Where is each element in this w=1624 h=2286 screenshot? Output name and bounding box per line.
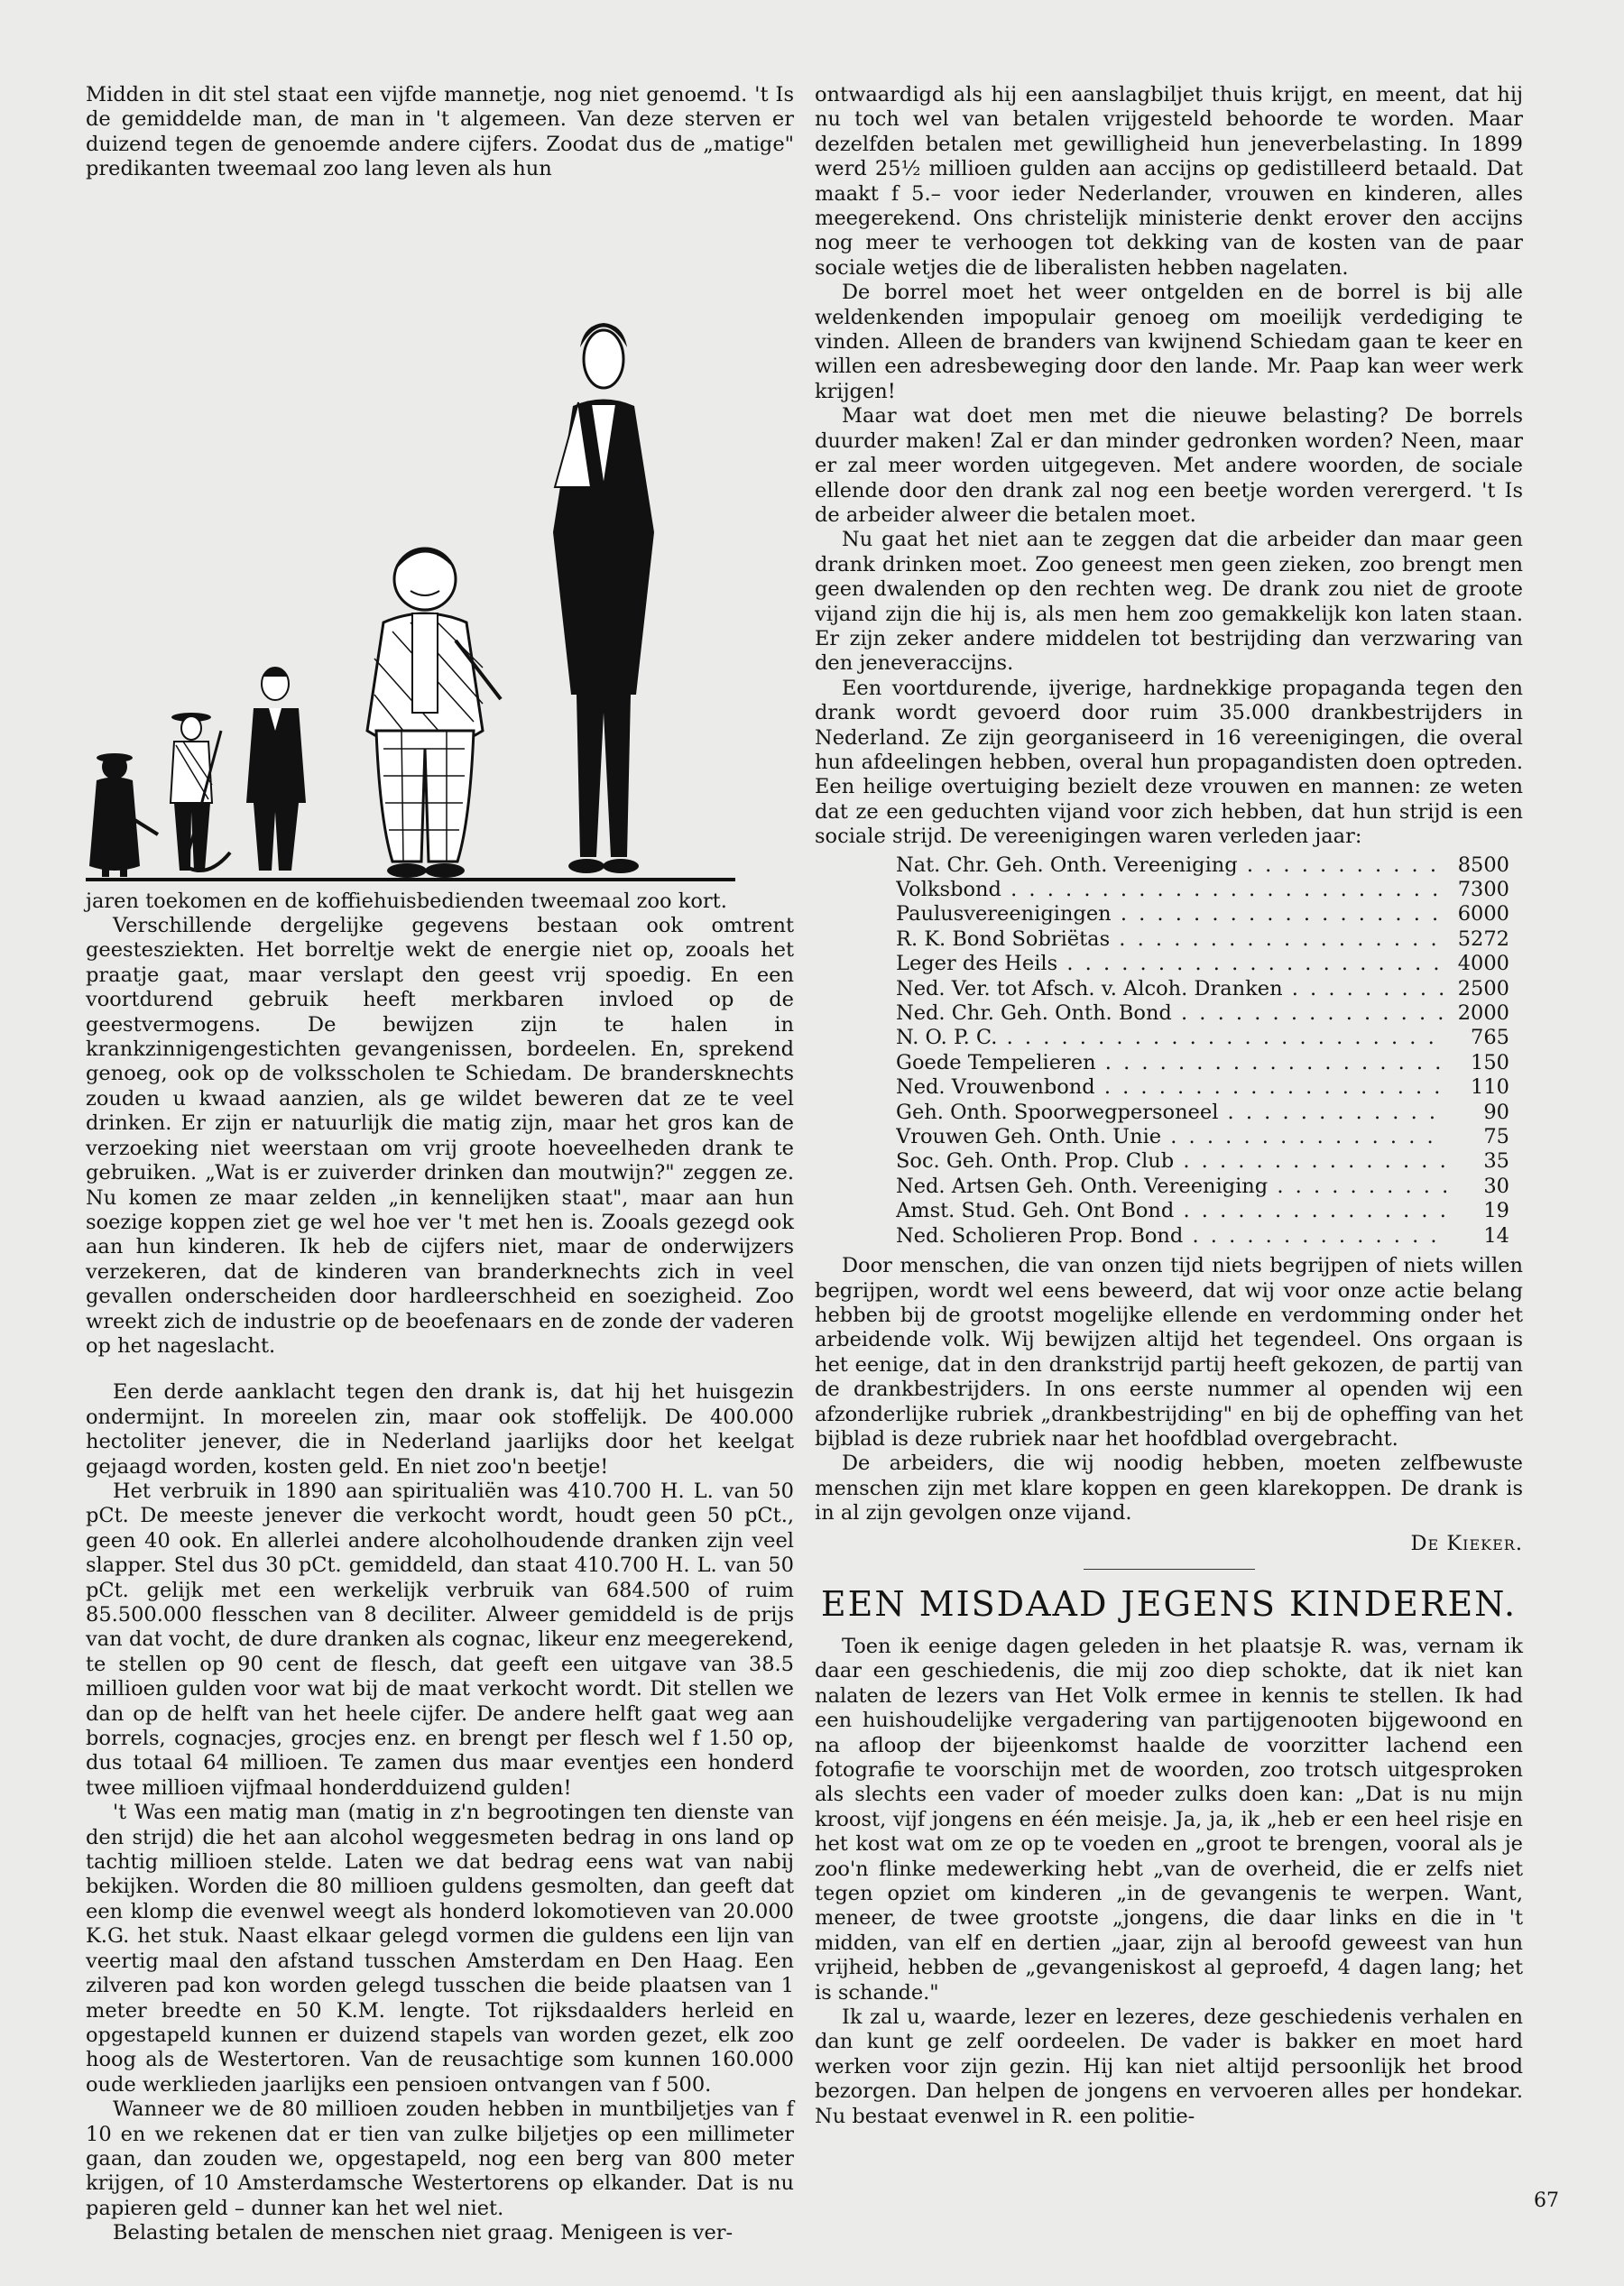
association-name: Ned. Chr. Geh. Onth. Bond . . . (896, 1001, 1446, 1026)
association-row (896, 1199, 1509, 1223)
paragraph: Belasting betalen de menschen niet graag. Menigeen is ver- (113, 2221, 734, 2245)
association-count: 6000 (1457, 902, 1509, 926)
illustration-five-men (86, 189, 794, 884)
association-row (896, 977, 1509, 1001)
association-count: 90 (1483, 1100, 1509, 1124)
paragraph: 't Was een matig man (matig in z'n begrootingen ten dienste van den strijd) die het aan alcohol weggesmeten bedrag in ons land op tachtig millioen stelde. Laten we dat bedrag eens wat van nabij bekijken. Worden die 80 millioen guldens gesmolten, dan geeft dat een klomp die evenwel weegt als honderd lokomotieven van 20.000 K.G. het stuk. Naast elkaar gelegd vormen die guldens een lijn van veertig maal den afstand tusschen Amsterdam en Den Haag. Een zilveren pad kon worden gelegd tusschen die beide plaatsen van 1 meter breedte en 50 K.M. lengte. Tot rijksdaalders herleid en opgestapeld kunnen er duizend stapels van worden gezet, elk zoo hoog als de Westertoren. Van de reusachtige som kunnen 160.000 oude werklieden jaarlijks een pensioen ontvangen van f 500. (86, 1801, 794, 2097)
paragraph: Een derde aanklacht tegen den drank is, dat hij het huisgezin ondermijnt. In moreelen zin, maar ook stoffelijk. De 400.000 hectoliter jenever, die in Nederland jaarlijks door het keelgat gejaagd worden, kosten geld. En niet zoo'n beetje! (86, 1380, 794, 1479)
association-row (896, 878, 1509, 902)
association-count: 5272 (1457, 926, 1509, 951)
association-row (896, 1075, 1509, 1100)
association-count: 30 (1483, 1174, 1509, 1198)
association-name: Paulusvereenigingen . . . (896, 902, 1446, 926)
paragraph: Maar wat doet men met die nieuwe belasting? De borrels duurder maken! Zal er dan minder gedronken worden? Neen, maar er zal meer worden uitgegeven. Met andere woorden, de sociale ellende door den drank zal nog een beetje worden verergerd. 't Is de arbeider alweer die betalen moet. (815, 404, 1523, 527)
association-name: Volksbond . . . (896, 878, 1446, 902)
association-name: Goede Tempelieren . . . (896, 1051, 1446, 1075)
association-name: Vrouwen Geh. Onth. Unie . . . (896, 1125, 1446, 1149)
illustration-drawing (86, 189, 794, 884)
association-count: 150 (1471, 1050, 1509, 1074)
association-row (896, 853, 1509, 878)
association-count: 14 (1483, 1223, 1509, 1248)
association-count: 19 (1483, 1199, 1509, 1223)
paragraph: Wanneer we de 80 millioen zouden hebben in muntbiljetjes van f 10 en we rekenen dat er tien van zulke biljetjes op een millimeter gaan, dan zouden we, opgestapeld, nog een berg van 800 meter krijgen, of 10 Amsterdamsche Westertorens op elkander. Dat is nu papieren geld – dunner kan het wel niet. (86, 2097, 794, 2220)
paragraph: Een voortdurende, ijverige, hardnekkige propaganda tegen den drank wordt gevoerd door ruim 35.000 drankbestrijders in Nederland. Ze zijn georganiseerd in 16 vereenigingen, die overal hun afdeelingen hebben, overal hun propagandisten doen optreden. Een heilige overtuiging bezielt deze vrouwen en mannen: ze weten dat ze een geduchten vijand voor zich hebben, dat hun strijd is een sociale strijd. De vereenigingen waren verleden jaar: (815, 676, 1523, 849)
paragraph: Het verbruik in 1890 aan spiritualiën was 410.700 H. L. van 50 pCt. De meeste jenever die verkocht wordt, houdt geen 50 pCt., geen 40 ook. En allerlei andere alcoholhoudende dranken zijn veel slapper. Stel dus 30 pCt. gemiddeld, dan staat 410.700 H. L. van 50 pCt. gelijk met een werkelijk verbruik van 684.500 of ruim 85.500.000 flesschen van 8 deciliter. Alweer gemiddeld is de prijs van dat vocht, de dure dranken als cognac, likeur enz meegerekend, te stellen op 90 cent de flesch, dat geeft een uitgave van 38.5 millioen gulden voor wat bij de maat verkocht wordt. Dit stellen we dan op de helft van het heele cijfer. De andere helft gaat weg aan borrels, cognacjes, grocjes enz. en brengt per flesch wel f 1.50 op, dus totaal 64 millioen. Te zamen dus maar eventjes een honderd twee millioen vijfmaal honderdduizend gulden! (86, 1479, 794, 1800)
association-count: 2500 (1457, 976, 1509, 1000)
figure-tall-man (553, 323, 654, 873)
association-name: Soc. Geh. Onth. Prop. Club . . . (896, 1149, 1446, 1174)
figure-fat-man-checked (367, 548, 501, 878)
association-count: 4000 (1457, 952, 1509, 976)
association-name: Ned. Scholieren Prop. Bond . . . (896, 1224, 1446, 1249)
paragraph: De arbeiders, die wij noodig hebben, moeten zelfbewuste menschen zijn met klare koppen en geen klarekoppen. De drank is in al zijn gevolgen onze vijand. (815, 1452, 1523, 1526)
paragraph: Verschillende dergelijke gegevens bestaan ook omtrent geestesziekten. Het borreltje wekt de energie niet op, zooals het praatje gaat, maar verslapt den geest vrij spoedig. En een voortdurend gebruik heeft merkbaren invloed op de geestvermogens. De bewijzen zijn te halen in krankzinnigengestichten gevangenissen, bordeelen. En, sprekend genoeg, ook op de volksscholen te Schiedam. De brandersknechts zouden u kwaad aanzien, als ge wildet beweren dat ze te veel drinken. Er zijn er natuurlijk die matig zijn, maar het gros kan de verzoeking niet weerstaan om vrij groote hoeveelheden drank te gebruiken. „Wat is er zuiverder drinken dan moutwijn?" zeggen ze. Nu komen ze maar zelden „in kennelijken staat", maar aan hun soezige koppen ziet ge wel hoe ver 't met hen is. Zooals gezegd ook aan hun kinderen. Ik heb de cijfers niet, maar de onderwijzers verzekeren, dat de kinderen van branderknechts zich in veel gevallen onderscheiden door hardleerschheid en soezigheid. Zoo wreekt zich de industrie op de beoefenaars en de zonde der vaderen op het nageslacht. (86, 914, 794, 1358)
association-row (896, 1149, 1509, 1174)
page-number: 67 (1534, 2189, 1559, 2212)
association-row (896, 1125, 1509, 1149)
paragraph: Midden in dit stel staat een vijfde mannetje, nog niet genoemd. 't Is de gemiddelde man, de man in 't algemeen. Van deze sterven er duizend tegen de genoemde andere cijfers. Zoodat dus de „matige" predikanten tweemaal zoo lang leven als hun (86, 83, 794, 181)
association-count: 765 (1471, 1026, 1509, 1050)
association-row (896, 1175, 1509, 1199)
paragraph: ontwaardigd als hij een aanslagbiljet thuis krijgt, en meent, dat hij nu toch wel van betalen vrijgesteld behoorde te worden. Maar dezelfden betalen met gewilligheid hun jeneverbelasting. In 1899 werd 25½ millioen gulden aan accijns op gedistilleerd betaald. Dat maakt f 5.– voor ieder Nederlander, vrouwen en kinderen, alles meegerekend. Ons christelijk ministerie denkt erover den accijns nog meer te verhoogen tot dekking van de kosten van de paar sociale wetjes die de liberalisten hebben nagelaten. (815, 83, 1523, 280)
divider (1084, 1569, 1255, 1570)
association-name: Ned. Vrouwenbond . . . (896, 1075, 1446, 1100)
association-name: Leger des Heils . . . (896, 952, 1446, 976)
association-row (896, 1051, 1509, 1075)
association-count: 7300 (1457, 878, 1509, 901)
association-row (896, 1026, 1509, 1050)
figure-farmer (171, 713, 230, 871)
association-row (896, 902, 1509, 926)
left-column (86, 83, 794, 2246)
association-row (896, 952, 1509, 976)
association-row (896, 1001, 1509, 1026)
paragraph: Toen ik eenige dagen geleden in het plaatsje R. was, vernam ik daar een geschiedenis, die mij zoo diep schokte, dat ik niet kan nalaten de lezers van Het Volk ermee in kennis te stellen. Ik had een huishoudelijke vergadering van partijgenooten bijgewoond en na afloop der bijeenkomst haalde de voorzitter lachend een fotografie te voorschijn met de woorden, zoo trotsch uitgesproken als slechts een vader of moeder zulks doen kan: „Dat is nu mijn kroost, vijf jongens en één meisje. Ja, ja, ik „heb er een heel risje en het kost wat om ze op te voeden en „groot te brengen, vooral als je zoo'n flinke medewerking hebt „van de overheid, die er zelfs niet tegen opziet om kinderen „in de gevangenis te werpen. Want, meneer, de twee grootste „jongens, die daar links en die in 't midden, van elf en dertien „jaar, zijn al beroofd geweest van hun vrijheid, hebben de „gevangeniskost al geproefd, 4 dagen lang; het is schande." (815, 1634, 1523, 2005)
paragraph: Ik zal u, waarde, lezer en lezeres, deze geschiedenis verhalen en dan kunt ge zelf oordeelen. De vader is bakker en moet hard werken voor zijn gezin. Hij kan niet altijd persoonlijk het brood bezorgen. Dan helpen de jongens en vervoeren alles per hondekar. Nu bestaat evenwel in R. een politie- (815, 2005, 1523, 2128)
paragraph: Nu gaat het niet aan te zeggen dat die arbeider dan maar geen drank drinken moet. Zoo geneest men geen zieken, zoo brengt men geen dwalenden op den rechten weg. De drank zou niet de groote vijand zijn die hij is, als men hem zoo gemakkelijk kon laten staan. Er zijn zeker andere middelen tot bestrijding dan verzwaring van den jeneveraccijns. (815, 528, 1523, 676)
paragraph: Door menschen, die van onzen tijd niets begrijpen of niets willen begrijpen, wordt wel eens beweerd, dat wij voor onze actie belang hebben bij de grootst mogelijke ellende en verdomming onder het arbeidende volk. Wij bewijzen altijd het tegendeel. Ons orgaan is het eenige, dat in den drankstrijd partij heeft gekozen, de partij van de drankbestrijders. In ons eerste nummer al openden wij een afzonderlijke rubriek „drankbestrijding" en bij de opheffing van het bijblad is deze rubriek naar het hoofdblad overgebracht. (815, 1254, 1523, 1451)
association-name: Nat. Chr. Geh. Onth. Vereeniging . . . (896, 853, 1446, 878)
association-name: R. K. Bond Sobriëtas . . . (896, 927, 1446, 952)
association-name: Ned. Ver. tot Afsch. v. Alcoh. Dranken . . . (896, 977, 1446, 1001)
article-title: EEN MISDAAD JEGENS KINDEREN. (820, 1583, 1518, 1624)
association-row (896, 927, 1509, 952)
right-column (815, 83, 1523, 2129)
association-count: 75 (1483, 1125, 1509, 1149)
association-count: 8500 (1457, 853, 1509, 877)
association-count: 110 (1471, 1075, 1509, 1100)
association-name: N. O. P. C. . . . (896, 1026, 1446, 1050)
signature: De Kieker. (1410, 1531, 1523, 1555)
association-row (896, 1224, 1509, 1249)
association-name: Geh. Onth. Spoorwegpersoneel . . . (896, 1101, 1446, 1125)
paragraph: De borrel moet het weer ontgelden en de borrel is bij alle weldenkenden impopulair genoeg om moeilijk verdediging te vinden. Alleen de branders van kwijnend Schiedam gaan te keer en willen een adresbeweging door den lande. Mr. Paap kan weer werk krijgen! (815, 281, 1523, 403)
figure-small-woman (89, 753, 158, 877)
paragraph: jaren toekomen en de koffiehuisbedienden tweemaal zoo kort. (86, 889, 727, 913)
associations-list (896, 853, 1509, 1249)
association-row (896, 1101, 1509, 1125)
association-name: Ned. Artsen Geh. Onth. Vereeniging . . . (896, 1175, 1446, 1199)
association-count: 2000 (1457, 1001, 1509, 1026)
association-name: Amst. Stud. Geh. Ont Bond . . . (896, 1199, 1446, 1223)
figure-man-black-suit (246, 668, 306, 871)
association-count: 35 (1483, 1149, 1509, 1174)
